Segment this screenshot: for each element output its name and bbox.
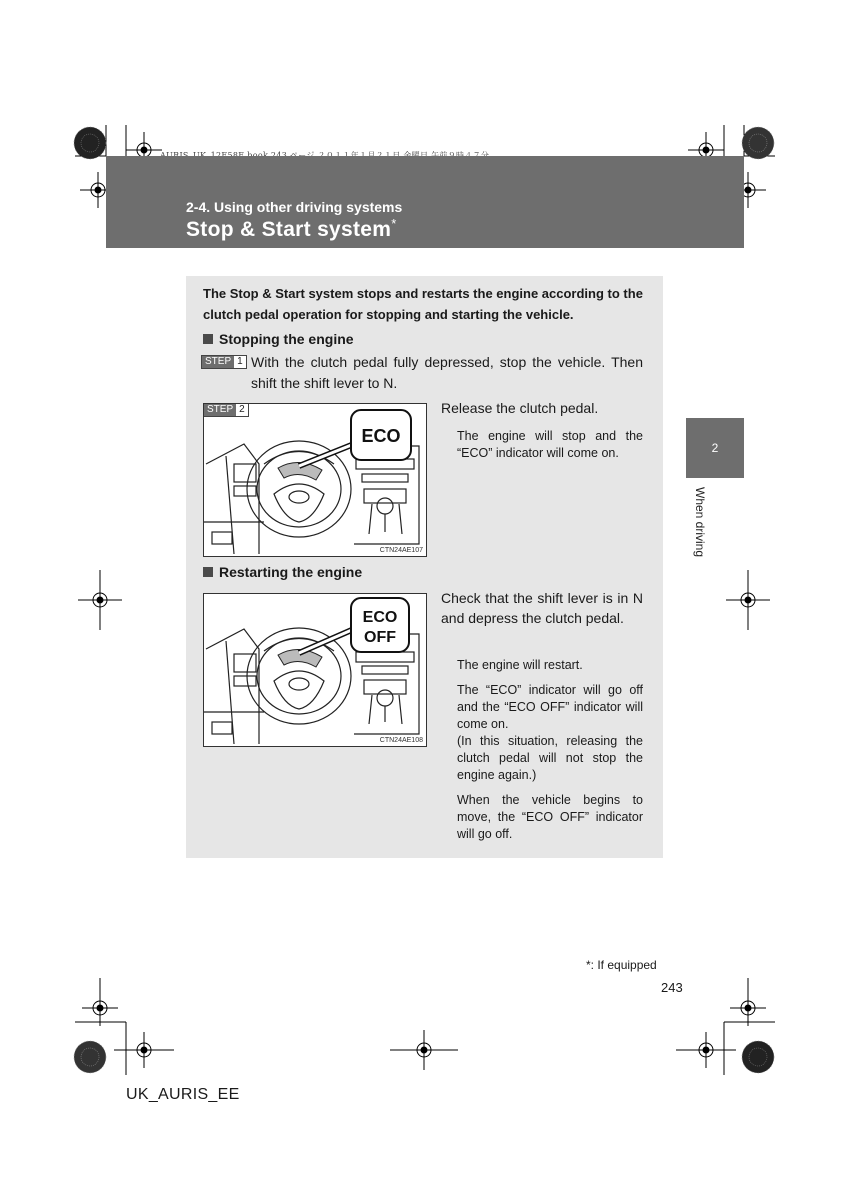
chapter-label: When driving xyxy=(693,487,707,558)
restart-text: Check that the shift lever is in N and depress the clutch pedal. xyxy=(441,590,643,626)
eco-off-indicator-line1: ECO xyxy=(362,609,398,626)
square-bullet-icon xyxy=(203,567,213,577)
figure-code: CTN24AE107 xyxy=(379,547,423,554)
step2-text: Release the clutch pedal. xyxy=(441,400,599,416)
step2-badge xyxy=(203,403,249,417)
section-label: 2-4. Using other driving systems xyxy=(186,199,403,215)
restarting-heading xyxy=(203,564,362,580)
step1-text: With the clutch pedal fully depressed, stop the vehicle. Then shift the shift lever to N. xyxy=(251,354,643,391)
chapter-number: 2 xyxy=(711,441,719,455)
if-equipped-mark: * xyxy=(391,216,397,231)
chapter-tab xyxy=(686,418,744,478)
page-title xyxy=(186,218,397,242)
stopping-heading xyxy=(203,331,354,347)
step1-word: STEP xyxy=(202,356,234,368)
figure-code: CTN24AE108 xyxy=(379,737,423,744)
step1-badge xyxy=(201,355,247,369)
restarting-heading-text: Restarting the engine xyxy=(219,564,363,580)
footer-code: UK_AURIS_EE xyxy=(126,1086,240,1103)
step2-word: STEP xyxy=(204,404,236,416)
square-bullet-icon xyxy=(203,334,213,344)
page-number: 243 xyxy=(661,980,683,995)
eco-off-indicator-line2: OFF xyxy=(364,629,396,646)
footnote: *: If equipped xyxy=(586,958,657,972)
step1-number: 1 xyxy=(234,356,246,368)
restart-note-2: The “ECO” indicator will go off and the “ECO OFF” indicator will come on. xyxy=(457,683,643,731)
dashboard-illustration-eco xyxy=(204,404,427,557)
figure-eco-off xyxy=(203,593,427,747)
dashboard-illustration-eco-off xyxy=(204,594,427,747)
restart-note-1: The engine will restart. xyxy=(457,658,583,672)
step2-number: 2 xyxy=(236,404,248,416)
figure-eco xyxy=(203,403,427,557)
eco-indicator-text: ECO xyxy=(361,426,401,446)
stopping-heading-text: Stopping the engine xyxy=(219,331,354,347)
step2-note: The engine will stop and the “ECO” indicator will come on. xyxy=(457,429,643,460)
intro-text: The Stop & Start system stops and restarts the engine according to the clutch pedal operation for stopping and starting the vehicle. xyxy=(203,286,643,322)
restart-note-3: (In this situation, releasing the clutch pedal will not stop the engine again.) xyxy=(457,734,643,782)
page-title-text: Stop & Start system xyxy=(186,218,392,241)
restart-note-4: When the vehicle begins to move, the “ECO OFF” indicator will go off. xyxy=(457,793,643,841)
